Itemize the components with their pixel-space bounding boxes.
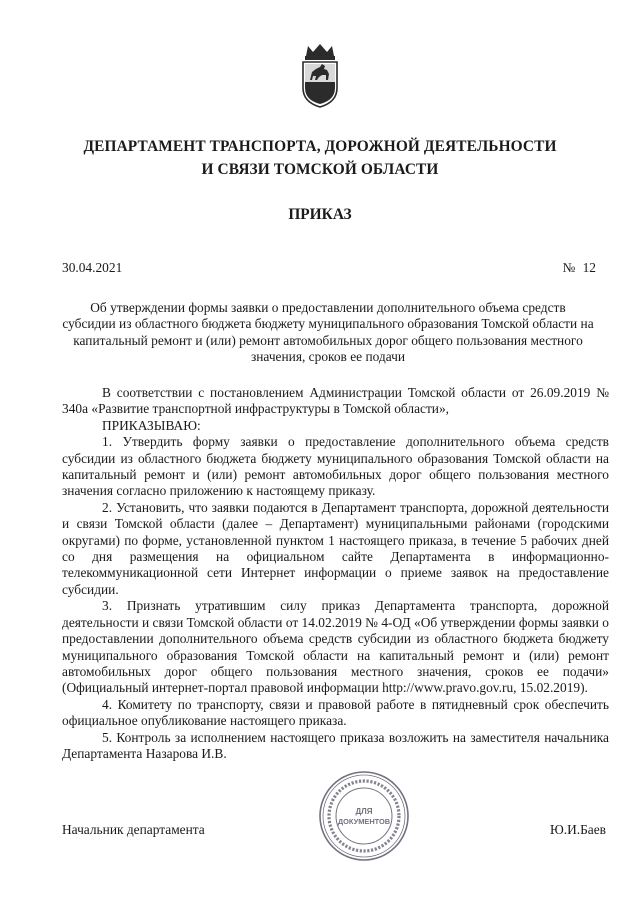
department-line-1: ДЕПАРТАМЕНТ ТРАНСПОРТА, ДОРОЖНОЙ ДЕЯТЕЛЬНОСТИ: [83, 138, 557, 155]
document-subject: Об утверждении формы заявки о предоставлении дополнительного объема средств субсидии из областного бюджета бюджету муниципального образования Томской области на капитальный ремонт и (или) ремонт автомобильных дорог общего пользования местного значения, сроков ее подачи: [62, 300, 594, 365]
official-stamp: [318, 770, 410, 862]
document-body: [62, 385, 609, 762]
order-item-2: 2. Установить, что заявки подаются в Департамент транспорта, дорожной деятельности и связи Томской области (далее – Департамент) муниципальными районами (городскими округами) по форме, установленной пунктом 1 настоящего приказа, в течение 5 рабочих дней со дня размещения на официальном сайте Департамента в информационно-телекоммуникационной сети Интернет информации о приеме заявок на предоставление субсидии.: [62, 499, 609, 597]
department-name: [40, 135, 600, 181]
order-item-4: 4. Комитету по транспорту, связи и правовой работе в пятидневный срок обеспечить официальное опубликование настоящего приказа.: [62, 696, 609, 729]
preamble-paragraph: В соответствии с постановлением Администрации Томской области от 26.09.2019 № 340а «Развитие транспортной инфраструктуры в Томской области»,: [62, 385, 609, 417]
signatory-title: Начальник департамента: [62, 822, 205, 837]
order-item-1: 1. Утвердить форму заявки о предоставление дополнительного объема средств субсидии из областного бюджета бюджету муниципального образования Томской области на капитальный ремонт и (или) ремонт автомобильных дорог общего пользования местного значения согласно приложению к настоящему приказу.: [62, 434, 609, 499]
department-line-2: И СВЯЗИ ТОМСКОЙ ОБЛАСТИ: [201, 161, 439, 178]
coat-of-arms-icon: [298, 42, 342, 108]
document-number: № 12: [562, 260, 596, 275]
order-word: ПРИКАЗЫВАЮ:: [102, 417, 201, 433]
order-item-3: 3. Признать утратившим силу приказ Департамента транспорта, дорожной деятельности и связи Томской области от 14.02.2019 № 4-ОД «Об утверждении формы заявки о предоставлении дополнительного объема средств субсидии из областного бюджета бюджету муниципального образования Томской области на капитальный ремонт и (или) ремонт автомобильных дорог общего пользования местного значения, сроков ее подачи» (Официальный интернет-портал правовой информации http://www.pravo.gov.ru, 15.02.2019).: [62, 598, 609, 696]
document-date: 30.04.2021: [62, 260, 123, 275]
signatory-name: Ю.И.Баев: [549, 822, 606, 837]
stamp-line-1: ДЛЯ: [355, 807, 373, 816]
document-type: ПРИКАЗ: [288, 206, 352, 223]
order-item-5: 5. Контроль за исполнением настоящего приказа возложить на заместителя начальника Департамента Назарова И.В.: [62, 729, 609, 761]
stamp-line-2: ДОКУМЕНТОВ: [337, 817, 391, 826]
